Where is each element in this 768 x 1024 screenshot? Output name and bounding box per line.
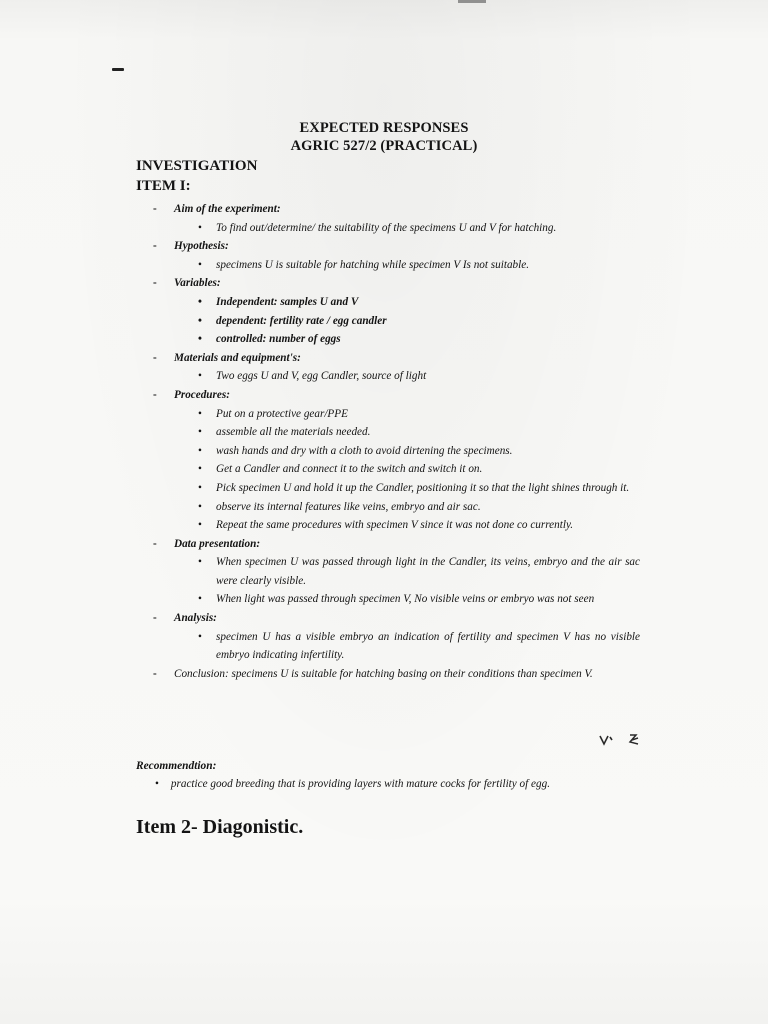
section-data-presentation <box>150 535 640 554</box>
recommendation-heading: Recommendtion: <box>136 760 217 772</box>
section-label: Aim of the experiment: <box>174 203 281 215</box>
dash-marker: - <box>153 277 157 290</box>
list-item: • When specimen U was passed through light in the Candler, its veins, embryo and the air sac were clearly visible. <box>150 553 640 590</box>
list-item: • Two eggs U and V, egg Candler, source of light <box>150 367 640 386</box>
section-materials <box>150 349 640 368</box>
item2-heading: Item 2- Diagonistic. <box>136 816 304 838</box>
list-item: • dependent: fertility rate / egg candler <box>150 312 640 331</box>
scan-smudge <box>458 0 486 3</box>
data-presentation-list <box>150 553 640 609</box>
section-label: Materials and equipment's: <box>174 351 301 364</box>
section-label: Analysis: <box>174 612 217 625</box>
list-item: • specimen U has a visible embryo an indication of fertility and specimen V has no visible embryo indicating infertility. <box>150 628 640 665</box>
list-item: • Put on a protective gear/PPE <box>150 405 640 424</box>
handwritten-mark <box>598 732 642 750</box>
dash-marker: - <box>153 203 157 215</box>
conclusion-text: Conclusion: specimens U is suitable for hatching basing on their conditions than specimen V. <box>174 667 593 680</box>
list-item: • controlled: number of eggs <box>150 330 640 349</box>
dash-marker: - <box>153 388 157 401</box>
section-variables <box>150 274 640 293</box>
section-analysis <box>150 609 640 628</box>
variables-list <box>150 293 640 349</box>
section-label: Hypothesis: <box>174 240 229 253</box>
item1-heading: ITEM I: <box>136 178 191 194</box>
dash-marker: - <box>153 537 157 550</box>
aim-list <box>150 219 640 238</box>
list-item: • Pick specimen U and hold it up the Candler, positioning it so that the light shines through it. <box>150 479 640 498</box>
list-item: • Repeat the same procedures with specimen V since it was not done co currently. <box>150 516 640 535</box>
section-aim <box>150 200 640 219</box>
recommendation-item: • practice good breeding that is providing layers with mature cocks for fertility of egg. <box>155 778 645 790</box>
list-item: • Independent: samples U and V <box>150 293 640 312</box>
list-item: • assemble all the materials needed. <box>150 423 640 442</box>
investigation-heading: INVESTIGATION <box>136 158 258 174</box>
dash-marker: - <box>153 612 157 625</box>
materials-list <box>150 367 640 386</box>
item1-content <box>150 200 640 683</box>
procedures-list <box>150 405 640 535</box>
section-label: Procedures: <box>174 388 230 401</box>
heading-title: EXPECTED RESPONSES <box>299 120 469 136</box>
list-item: • Get a Candler and connect it to the switch and switch it on. <box>150 460 640 479</box>
list-item: • wash hands and dry with a cloth to avoid dirtening the specimens. <box>150 442 640 461</box>
section-procedures <box>150 386 640 405</box>
section-label: Variables: <box>174 277 221 290</box>
dash-marker: - <box>153 240 157 253</box>
list-item: • To find out/determine/ the suitability of the specimens U and V for hatching. <box>150 219 640 238</box>
scan-mark <box>112 68 124 71</box>
dash-marker: - <box>153 667 157 680</box>
section-conclusion <box>150 665 640 684</box>
section-label: Data presentation: <box>174 537 261 550</box>
list-item: • When light was passed through specimen V, No visible veins or embryo was not seen <box>150 590 640 609</box>
section-hypothesis <box>150 237 640 256</box>
hypothesis-list <box>150 256 640 275</box>
list-item: • observe its internal features like veins, embryo and air sac. <box>150 498 640 517</box>
list-item: • specimens U is suitable for hatching while specimen V Is not suitable. <box>150 256 640 275</box>
heading-subtitle: AGRIC 527/2 (PRACTICAL) <box>290 138 478 154</box>
analysis-list <box>150 628 640 665</box>
dash-marker: - <box>153 351 157 364</box>
